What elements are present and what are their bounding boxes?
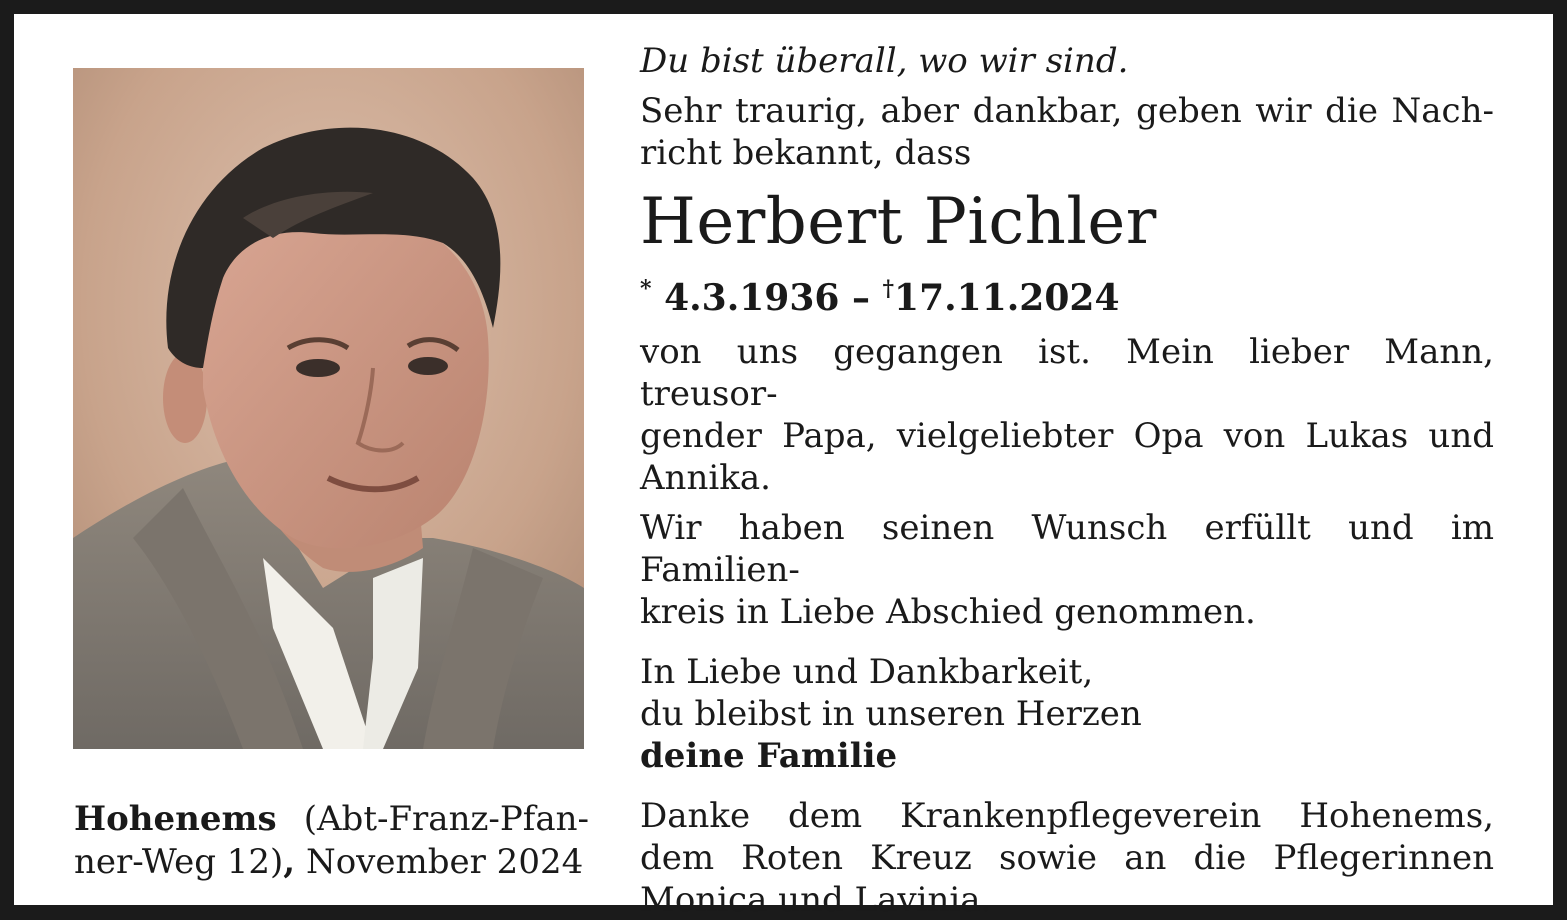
closing-line-2: du bleibst in unseren Herzen (640, 694, 1142, 734)
thanks-line-2: dem Roten Kreuz sowie an die Pflegerinnen (640, 838, 1494, 878)
location-date: November 2024 (295, 842, 584, 882)
intro-line-2: richt bekannt, dass (640, 133, 972, 173)
life-dates (640, 266, 1494, 321)
body-line-2: gender Papa, vielgeliebter Opa von Lukas und (640, 416, 1494, 456)
portrait-photo (73, 68, 584, 749)
wish-line-1: Wir haben seinen Wunsch erfüllt und im Familien- (640, 508, 1494, 590)
motto: Du bist überall, wo wir sind. (640, 41, 1129, 81)
closing-signature: deine Familie (640, 736, 898, 776)
location-date-caption (74, 798, 589, 884)
birth-symbol: * (640, 276, 652, 302)
body-line-1: von uns gegangen ist. Mein lieber Mann, treusor- (640, 332, 1494, 414)
birth-date: 4.3.1936 (664, 277, 840, 319)
body-line-3: Annika. (640, 458, 771, 498)
thanks-line-1: Danke dem Krankenpflegeverein Hohenems, (640, 796, 1494, 836)
intro-line-1: Sehr traurig, aber dankbar, geben wir die Nach- (640, 91, 1494, 131)
location-address-2: ner-Weg 12) (74, 842, 284, 882)
death-date: 17.11.2024 (894, 277, 1120, 319)
location-place: Hohenems (74, 799, 277, 839)
portrait-illustration (73, 68, 584, 749)
location-address-1: (Abt-Franz-Pfan- (276, 799, 589, 839)
location-comma: , (283, 842, 296, 882)
deceased-name: Herbert Pichler (640, 185, 1157, 259)
obituary-text (640, 40, 1494, 921)
wish-line-2: kreis in Liebe Abschied genommen. (640, 592, 1256, 632)
date-separator: – (851, 277, 870, 319)
thanks-line-3: Monica und Lavinia. (640, 880, 992, 920)
death-symbol: † (882, 276, 895, 302)
closing-line-1: In Liebe und Dankbarkeit, (640, 652, 1094, 692)
